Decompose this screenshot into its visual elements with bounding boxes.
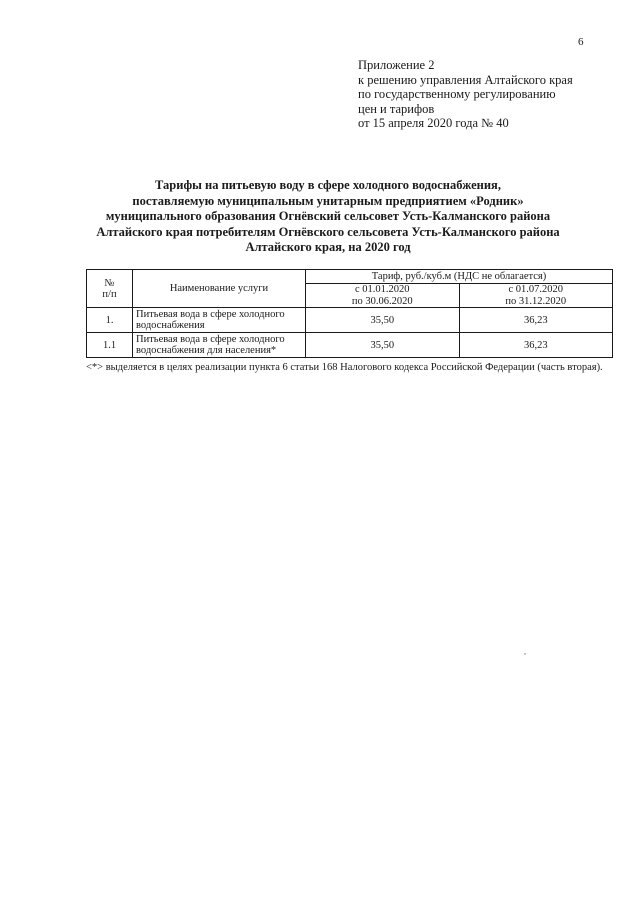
num-header-line: № (104, 277, 115, 289)
appendix-line: цен и тарифов (358, 101, 435, 116)
period-header-2 (459, 284, 613, 308)
tariff-header: Тариф, руб./куб.м (НДС не облагается) (306, 270, 613, 284)
service-name-line: Питьевая вода в сфере холодного (136, 309, 285, 320)
document-title (86, 178, 570, 256)
service-name-header: Наименование услуги (133, 270, 306, 308)
table-row (87, 308, 613, 333)
tariff-table (86, 269, 613, 358)
period-to: по 31.12.2020 (505, 295, 567, 307)
table-row (87, 333, 613, 358)
row-number: 1.1 (87, 333, 133, 358)
table-header-row (87, 270, 613, 284)
num-header-line: п/п (102, 288, 117, 300)
footnote: <*> выделяется в целях реализации пункта 6 статьи 168 Налогового кодекса Российской Федерации (часть вторая). (86, 362, 603, 373)
page-number: 6 (578, 36, 584, 48)
tariff-value: 35,50 (306, 333, 460, 358)
service-name (133, 333, 306, 358)
appendix-header (358, 58, 573, 131)
tariff-value: 36,23 (459, 308, 613, 333)
row-number: 1. (87, 308, 133, 333)
stray-mark: , (524, 647, 526, 656)
title-line: Алтайского края, на 2020 год (245, 240, 411, 255)
appendix-line: Приложение 2 (358, 58, 435, 72)
appendix-line: по государственному регулированию (358, 87, 556, 102)
service-name-line: Питьевая вода в сфере холодного (136, 334, 285, 345)
service-name (133, 308, 306, 333)
title-line: Алтайского края потребителям Огнёвского сельсовета Усть-Калманского района (96, 224, 560, 239)
period-from: с 01.07.2020 (508, 284, 564, 295)
period-to: по 30.06.2020 (351, 295, 413, 307)
num-header (87, 270, 133, 308)
title-line: муниципального образования Огнёвский сельсовет Усть-Калманского района (105, 209, 551, 224)
tariff-value: 35,50 (306, 308, 460, 333)
period-header-1 (306, 284, 460, 308)
service-name-line: водоснабжения для населения* (136, 345, 277, 356)
appendix-line: к решению управления Алтайского края (358, 72, 573, 87)
appendix-line: от 15 апреля 2020 года № 40 (358, 116, 509, 131)
period-from: с 01.01.2020 (354, 284, 410, 295)
title-line: Тарифы на питьевую воду в сфере холодного водоснабжения, (155, 178, 501, 192)
title-line: поставляемую муниципальным унитарным предприятием «Родник» (132, 193, 524, 208)
service-name-line: водоснабжения (136, 320, 205, 331)
tariff-value: 36,23 (459, 333, 613, 358)
